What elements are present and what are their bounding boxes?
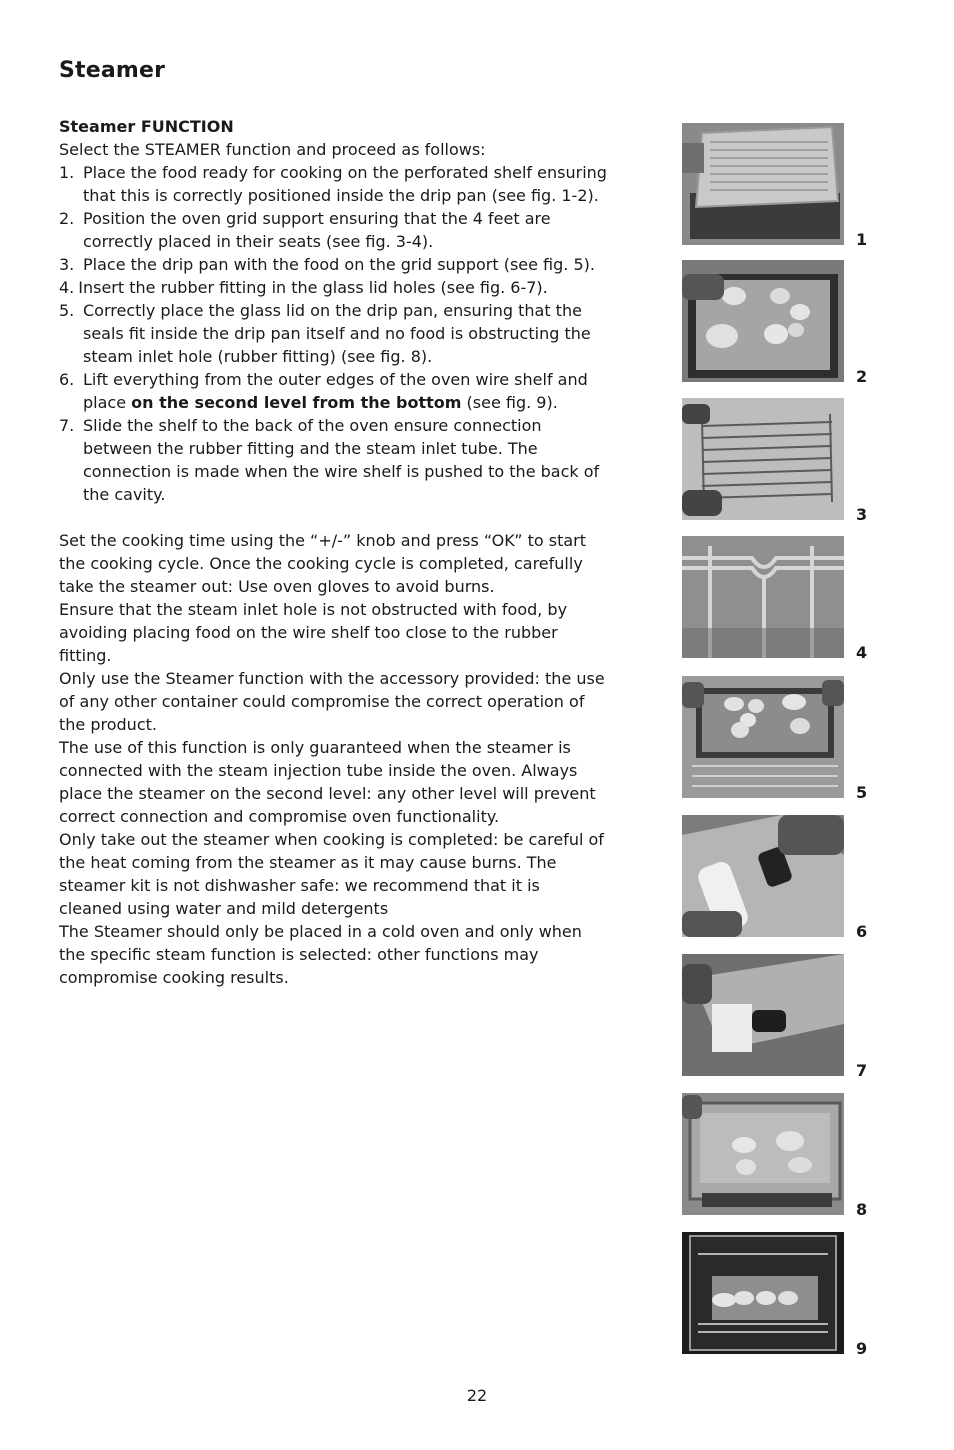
step-number: 3. bbox=[59, 255, 75, 274]
step-item bbox=[59, 161, 607, 207]
figure-label: 2 bbox=[856, 367, 868, 386]
figure-9 bbox=[682, 1232, 882, 1358]
section-heading-bold: FUNCTION bbox=[140, 117, 234, 136]
page-number: 22 bbox=[466, 1386, 488, 1405]
pan-on-grid-photo bbox=[682, 676, 844, 798]
section-heading-prefix: Steamer bbox=[59, 117, 141, 136]
step-number: 4. bbox=[59, 278, 75, 297]
figure-1 bbox=[682, 123, 882, 249]
paragraph-gap bbox=[59, 506, 607, 529]
paragraph: Only use the Steamer function with the accessory provided: the use of any other container could compromise the correct operation of the product. bbox=[59, 669, 605, 734]
step-number: 5. bbox=[59, 301, 75, 320]
steps-list bbox=[59, 161, 607, 506]
figure-label: 4 bbox=[856, 643, 868, 662]
figure-3 bbox=[682, 398, 882, 524]
figure-label: 9 bbox=[856, 1339, 868, 1358]
figure-photo bbox=[682, 676, 844, 798]
step-item bbox=[59, 299, 607, 368]
figure-label: 7 bbox=[856, 1061, 868, 1080]
figure-5 bbox=[682, 676, 882, 802]
figure-photo bbox=[682, 815, 844, 937]
grid-feet-photo bbox=[682, 536, 844, 658]
figure-7 bbox=[682, 954, 882, 1080]
paragraph: The use of this function is only guaranteed when the steamer is connected with the steam injection tube inside the oven. Always place the steamer on the second level: any other level will prevent correct connection and compromise oven functionality. bbox=[59, 738, 596, 826]
steamer-in-oven-photo bbox=[682, 1232, 844, 1354]
figure-label: 6 bbox=[856, 922, 868, 941]
step-text: Correctly place the glass lid on the drip pan, ensuring that the seals fit inside the drip pan itself and no food is obstructing the steam inlet hole (rubber fitting) (see fig. 8). bbox=[83, 301, 591, 366]
step-text: Slide the shelf to the back of the oven ensure connection between the rubber fitting and the steam inlet tube. The connection is made when the wire shelf is pushed to the back of the cavity. bbox=[83, 416, 600, 504]
section-heading bbox=[59, 115, 607, 138]
perforated-shelf-photo bbox=[682, 123, 844, 245]
step-item bbox=[59, 276, 607, 299]
food-on-shelf-photo bbox=[682, 260, 844, 382]
instructions-body bbox=[59, 115, 607, 989]
step-text-emphasis: on the second level from the bottom bbox=[131, 393, 462, 412]
paragraph: Only take out the steamer when cooking is completed: be careful of the heat coming from the steamer as it may cause burns. The steamer kit is not dishwasher safe: we recommend that it is cleaned using water and mild detergents bbox=[59, 830, 604, 918]
step-text: Place the drip pan with the food on the grid support (see fig. 5). bbox=[83, 255, 595, 274]
step-item bbox=[59, 207, 607, 253]
figure-2 bbox=[682, 260, 882, 386]
step-number: 7. bbox=[59, 416, 75, 435]
figure-photo bbox=[682, 398, 844, 520]
step-number: 1. bbox=[59, 163, 75, 182]
grid-support-photo bbox=[682, 398, 844, 520]
figure-4 bbox=[682, 536, 882, 662]
figure-label: 8 bbox=[856, 1200, 868, 1219]
step-number: 6. bbox=[59, 370, 75, 389]
figure-photo bbox=[682, 123, 844, 245]
step-item bbox=[59, 414, 607, 506]
step-text: Insert the rubber fitting in the glass lid holes (see fig. 6-7). bbox=[78, 278, 548, 297]
figure-photo bbox=[682, 260, 844, 382]
figure-6 bbox=[682, 815, 882, 941]
paragraph: The Steamer should only be placed in a cold oven and only when the specific steam function is selected: other functions may compromise cooking results. bbox=[59, 922, 582, 987]
lid-fitting-photo bbox=[682, 954, 844, 1076]
figure-8 bbox=[682, 1093, 882, 1219]
rubber-fitting-photo bbox=[682, 815, 844, 937]
figure-label: 1 bbox=[856, 230, 868, 249]
page-title: Steamer bbox=[59, 58, 166, 83]
figure-photo bbox=[682, 954, 844, 1076]
figure-label: 3 bbox=[856, 505, 868, 524]
intro-text: Select the STEAMER function and proceed as follows: bbox=[59, 140, 486, 159]
figure-photo bbox=[682, 536, 844, 658]
step-item bbox=[59, 253, 607, 276]
step-text: Lift everything from the outer edges of the oven wire shelf and place bbox=[83, 370, 588, 412]
step-item bbox=[59, 368, 607, 414]
figure-photo bbox=[682, 1232, 844, 1354]
step-text: Place the food ready for cooking on the perforated shelf ensuring that this is correctly positioned inside the drip pan (see fig. 1-2). bbox=[83, 163, 607, 205]
figure-photo bbox=[682, 1093, 844, 1215]
step-text: Position the oven grid support ensuring that the 4 feet are correctly placed in their seats (see fig. 3-4). bbox=[83, 209, 551, 251]
step-number: 2. bbox=[59, 209, 75, 228]
step-text: (see fig. 9). bbox=[461, 393, 558, 412]
paragraph: Ensure that the steam inlet hole is not obstructed with food, by avoiding placing food on the wire shelf too close to the rubber fitting. bbox=[59, 600, 568, 665]
figure-label: 5 bbox=[856, 783, 868, 802]
glass-lid-photo bbox=[682, 1093, 844, 1215]
paragraph: Set the cooking time using the “+/-” knob and press “OK” to start the cooking cycle. Once the cooking cycle is completed, carefully take the steamer out: Use oven gloves to avoid burns. bbox=[59, 531, 586, 596]
